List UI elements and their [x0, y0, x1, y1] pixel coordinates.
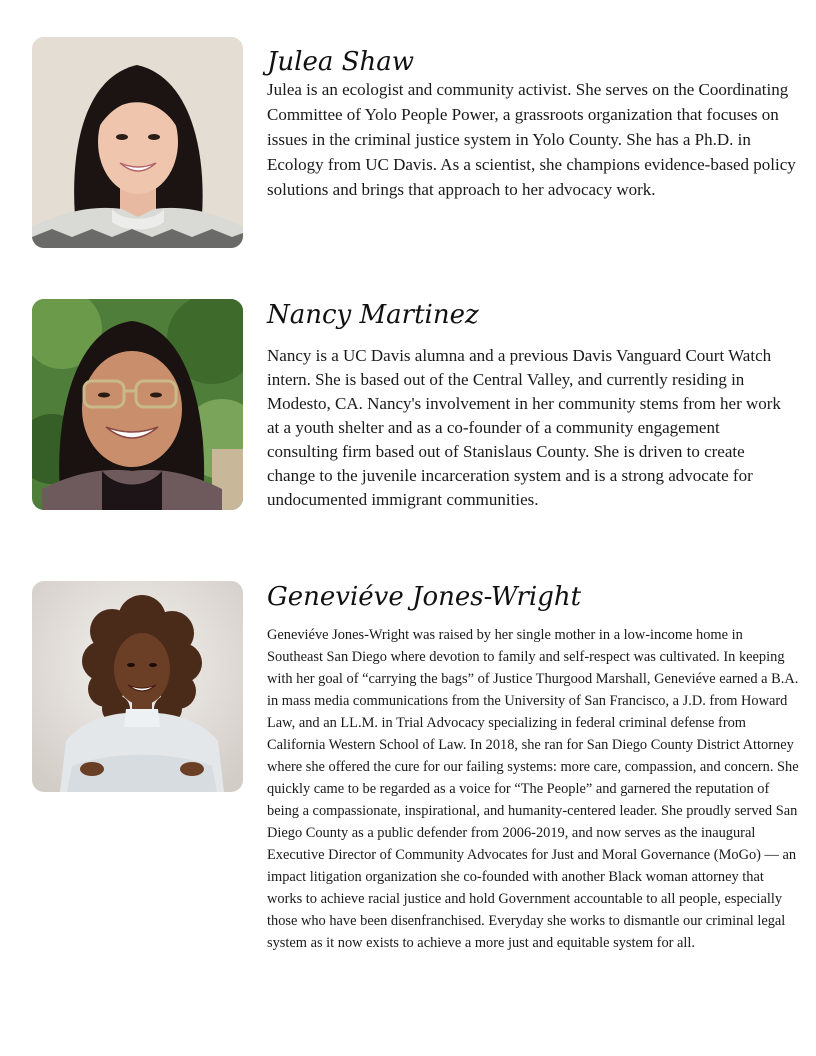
bio-text: Geneviéve Jones-Wright was raised by her single mother in a low-income home in Southeast San Diego where devotion to family and self-respect was cultivated. In keeping with her goal of “carrying the bags” of Justice Thurgood Marshall, Geneviéve earned a B.A. in mass media communications from the University of San Francisco, a J.D. from Howard Law, and an LL.M. in Trial Advocacy specializing in federal criminal defense from California Western School of Law. In 2018, she ran for San Diego County District Attorney where she offered the cure for our failing systems: more care, compassion, and concern. She quickly came to be regarded as a voice for “The People” and garnered the reputation of being a compassionate, inspirational, and humanity-centered leader. She proudly served San Diego County as a public defender from 2006-2019, and now serves as the inaugural Executive Director of Community Advocates for Just and Moral Governance (MoGo) — an impact litigation organization she co-founded with another Black woman attorney that works to achieve racial justice and hold Government accountable to all people, especially those who have been disenfranchised. Everyday she works to dismantle our criminal legal system as it now exists to achieve a more just and equitable system for all. — [267, 627, 799, 951]
portrait-photo — [32, 299, 243, 510]
bio-name: Geneviéve Jones-Wright — [267, 582, 582, 612]
bio-name: Nancy Martinez — [267, 300, 479, 330]
portrait-photo — [32, 37, 243, 248]
bio-name: Julea Shaw — [267, 47, 414, 77]
bio-text: Julea is an ecologist and community activist. She serves on the Coordinating Committee of Yolo People Power, a grassroots organization that focuses on issues in the criminal justice system in Yolo County. She has a Ph.D. in Ecology from UC Davis. As a scientist, she champions evidence-based policy solutions and brings that approach to her advocacy work. — [267, 80, 796, 199]
bio-text: Nancy is a UC Davis alumna and a previous Davis Vanguard Court Watch intern. She is based out of the Central Valley, and currently residing in Modesto, CA. Nancy's involvement in her community stems from her work at a youth shelter and as a co-founder of a community engagement consulting firm based out of Stanislaus County. She is driven to create change to the juvenile incarceration system and is a strong advocate for undocumented immigrant communities. — [267, 346, 781, 509]
portrait-photo — [32, 581, 243, 792]
